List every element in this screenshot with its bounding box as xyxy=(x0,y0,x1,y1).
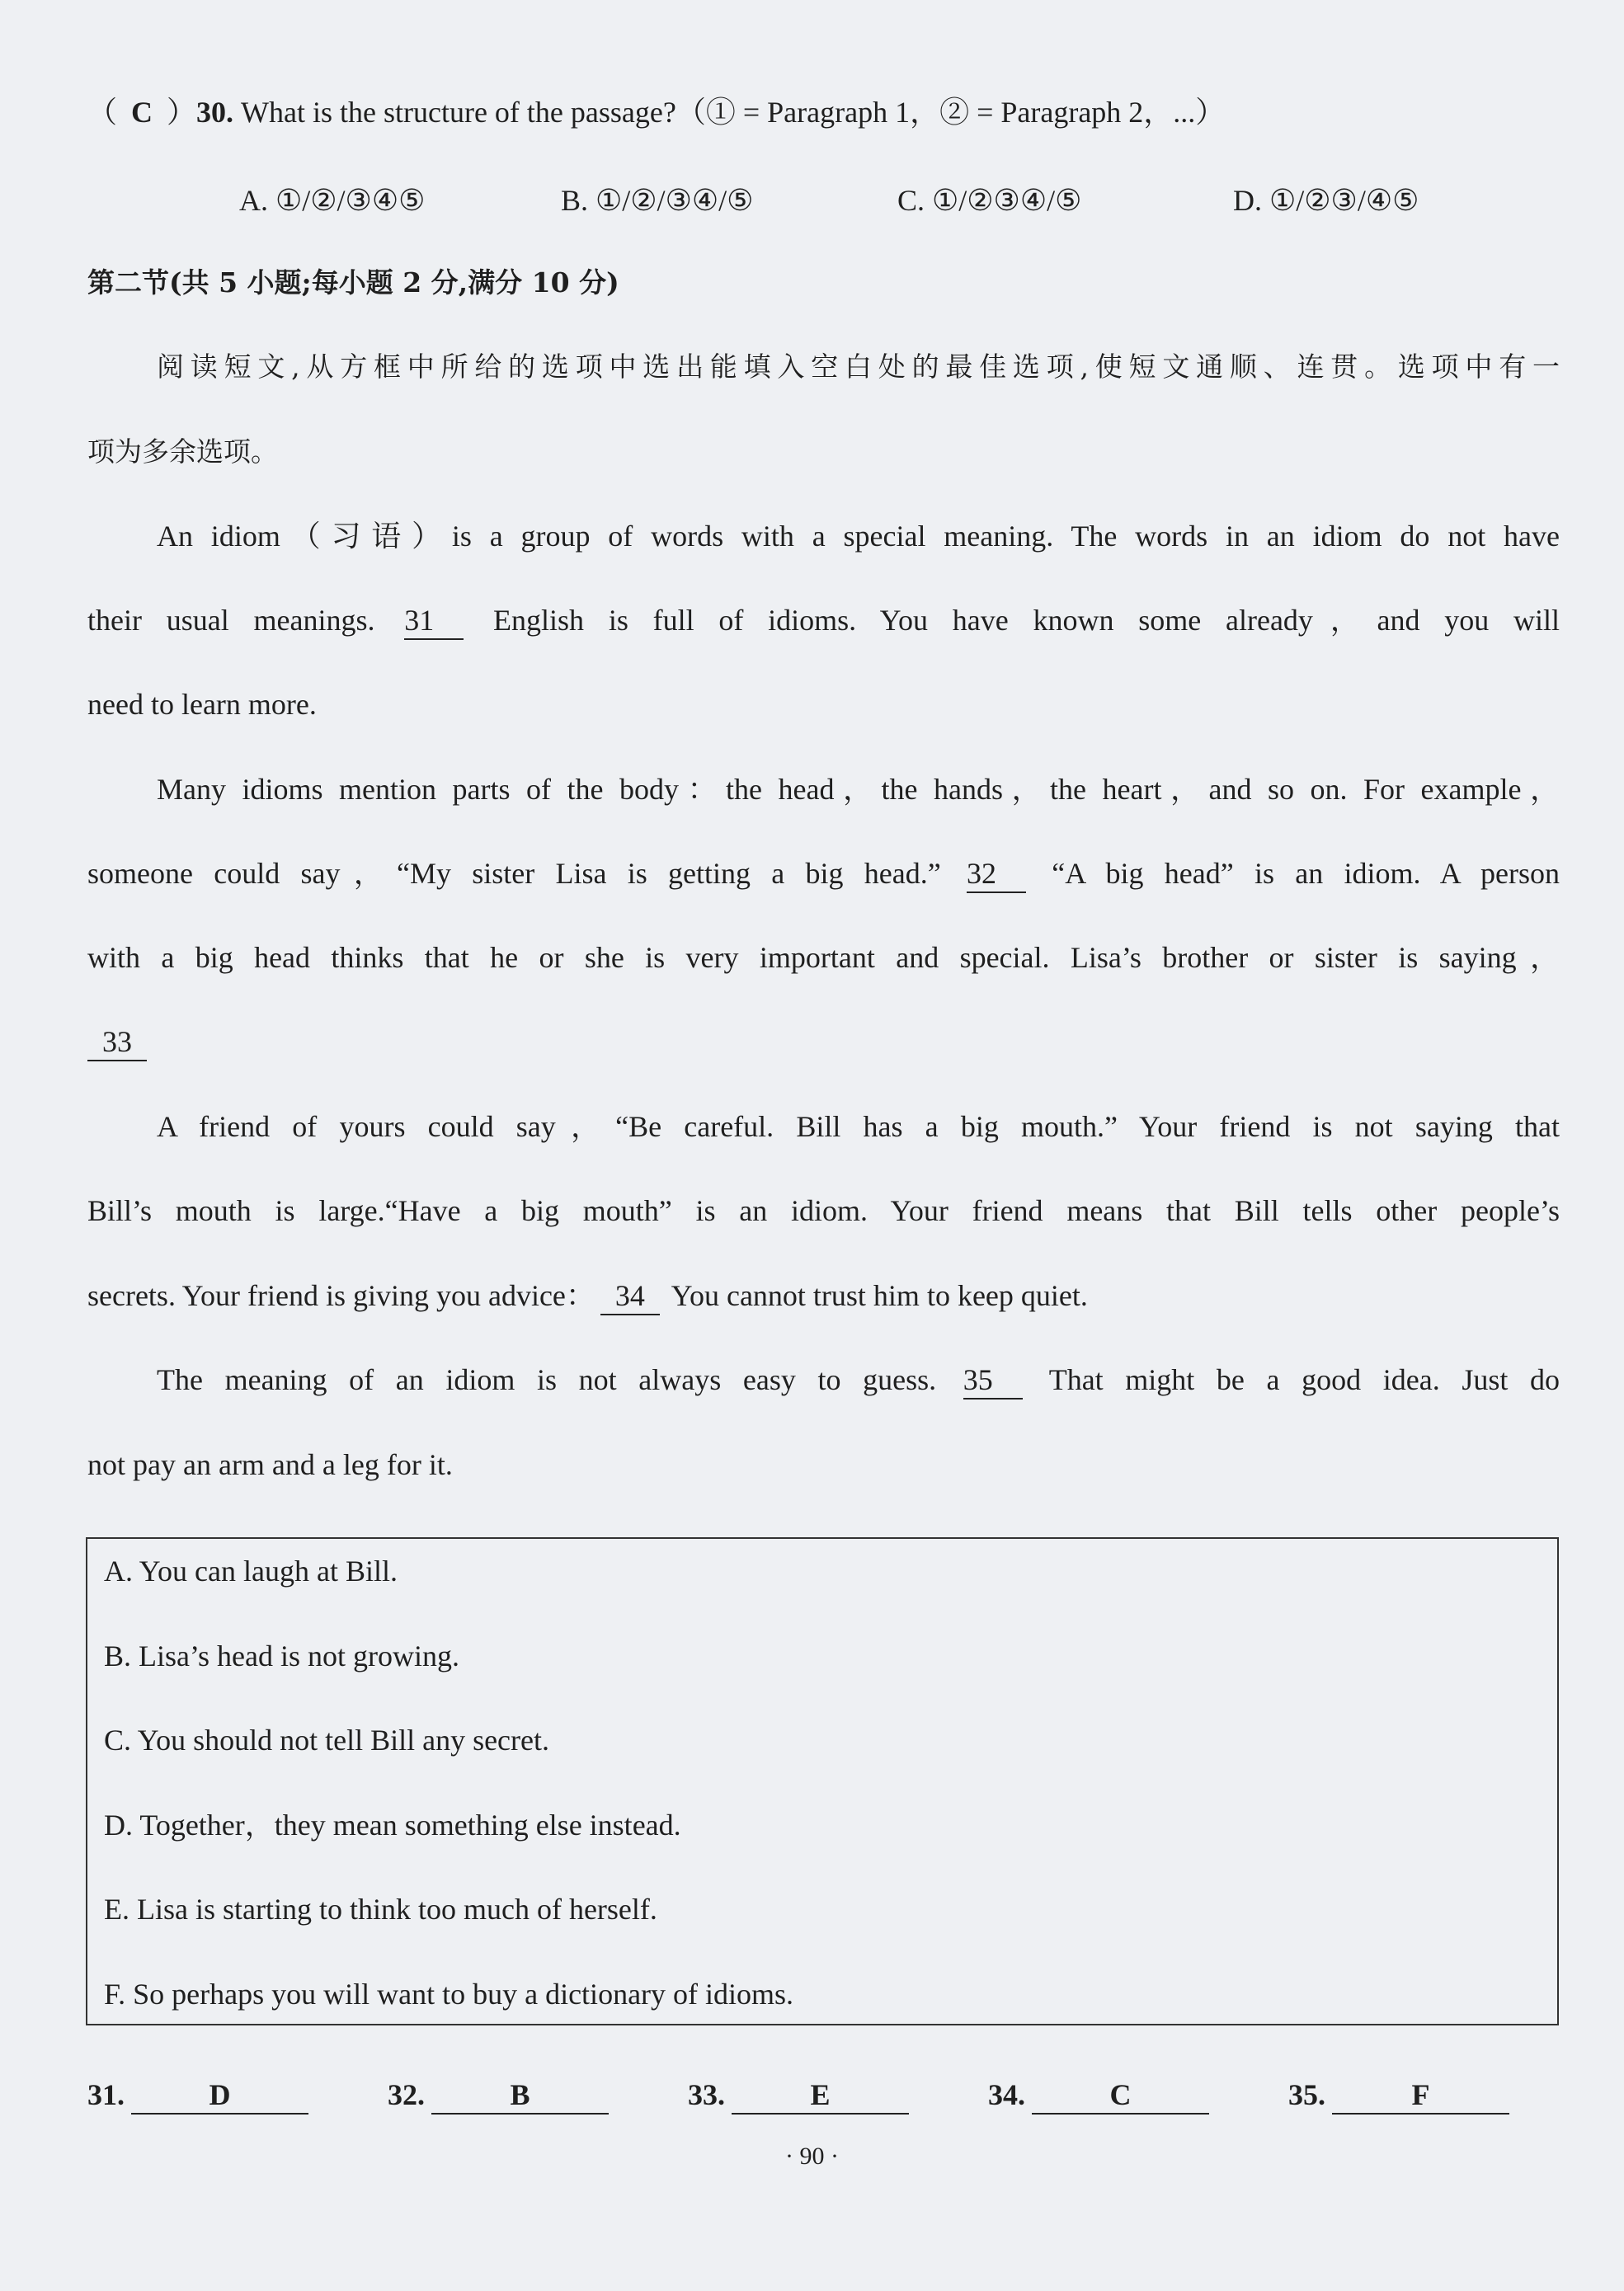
choice-e: E. Lisa is starting to think too much of herself. xyxy=(104,1893,657,1926)
p1-line-3: need to learn more. xyxy=(87,688,317,721)
blank-31: 31 xyxy=(404,602,464,640)
q30-option-a: A. ①/②/③④⑤ xyxy=(239,184,426,217)
p2-line-4 xyxy=(87,1021,1560,1062)
p2-line-3: with a big head thinks that he or she is very important and special. Lisa’s brother or sister is saying， xyxy=(87,941,1560,974)
p1-line-1: An idiom（习语）is a group of words with a special meaning. The words in an idiom do not have xyxy=(157,520,1560,553)
choice-a: A. You can laugh at Bill. xyxy=(104,1555,398,1588)
page-number: · 90 · xyxy=(785,2143,839,2170)
q30-options xyxy=(0,180,1624,221)
q30-number: 30. xyxy=(196,96,234,129)
answer-row xyxy=(0,2077,1624,2126)
answer-32: 32. B xyxy=(388,2077,609,2115)
q30-option-b: B. ①/②/③④/⑤ xyxy=(561,184,754,217)
question-30 xyxy=(87,92,1560,133)
p4-line-2: not pay an arm and a leg for it. xyxy=(87,1448,453,1481)
choices-box xyxy=(86,1537,1559,2025)
p4-line-1: The meaning of an idiom is not always easy to guess. 35 That might be a good idea. Just do xyxy=(157,1359,1560,1400)
q30-close-paren: ） xyxy=(167,96,197,129)
answer-34: 34. C xyxy=(988,2077,1209,2115)
answer-31: 31. D xyxy=(87,2077,308,2115)
p3-line-1: A friend of yours could say，“Be careful. Bill has a big mouth.” Your friend is not saying that xyxy=(157,1110,1560,1143)
q30-option-d: D. ①/②③/④⑤ xyxy=(1233,184,1419,217)
instruction-line-1: 阅读短文,从方框中所给的选项中选出能填入空白处的最佳选项,使短文通顺、连贯。选项中有一 xyxy=(157,350,1560,383)
p3-line-3: secrets. Your friend is giving you advice： 34 You cannot trust him to keep quiet. xyxy=(87,1275,1560,1316)
p2-line-1: Many idioms mention parts of the body：the head，the hands，the heart，and so on. For example， xyxy=(157,773,1560,806)
answer-33: 33. E xyxy=(688,2077,909,2115)
q30-open-paren: （ xyxy=(87,96,118,129)
choice-c: C. You should not tell Bill any secret. xyxy=(104,1724,549,1757)
blank-32: 32 xyxy=(967,855,1026,893)
blank-33: 33 xyxy=(87,1023,147,1061)
q30-answer: C xyxy=(131,96,153,129)
p2-line-2: someone could say，“My sister Lisa is getting a big head.” 32 “A big head” is an idiom. A person xyxy=(87,853,1560,894)
choice-f: F. So perhaps you will want to buy a dictionary of idioms. xyxy=(104,1978,794,2011)
p1-line-2: their usual meanings. 31 English is full of idioms. You have known some already，and you will xyxy=(87,600,1560,641)
section-heading: 第二节(共 5 小题;每小题 2 分,满分 10 分) xyxy=(87,266,619,299)
blank-35: 35 xyxy=(963,1362,1023,1400)
q30-option-c: C. ①/②③④/⑤ xyxy=(897,184,1082,217)
blank-34: 34 xyxy=(600,1277,660,1315)
choice-d: D. Together，they mean something else instead. xyxy=(104,1809,681,1842)
answer-35: 35. F xyxy=(1288,2077,1509,2115)
choice-b: B. Lisa’s head is not growing. xyxy=(104,1639,459,1672)
q30-stem: What is the structure of the passage?（① = Paragraph 1，② = Paragraph 2，...） xyxy=(233,96,1226,129)
instruction-line-2: 项为多余选项。 xyxy=(87,435,278,468)
p3-line-2: Bill’s mouth is large.“Have a big mouth” is an idiom. Your friend means that Bill tells other people’s xyxy=(87,1194,1560,1227)
